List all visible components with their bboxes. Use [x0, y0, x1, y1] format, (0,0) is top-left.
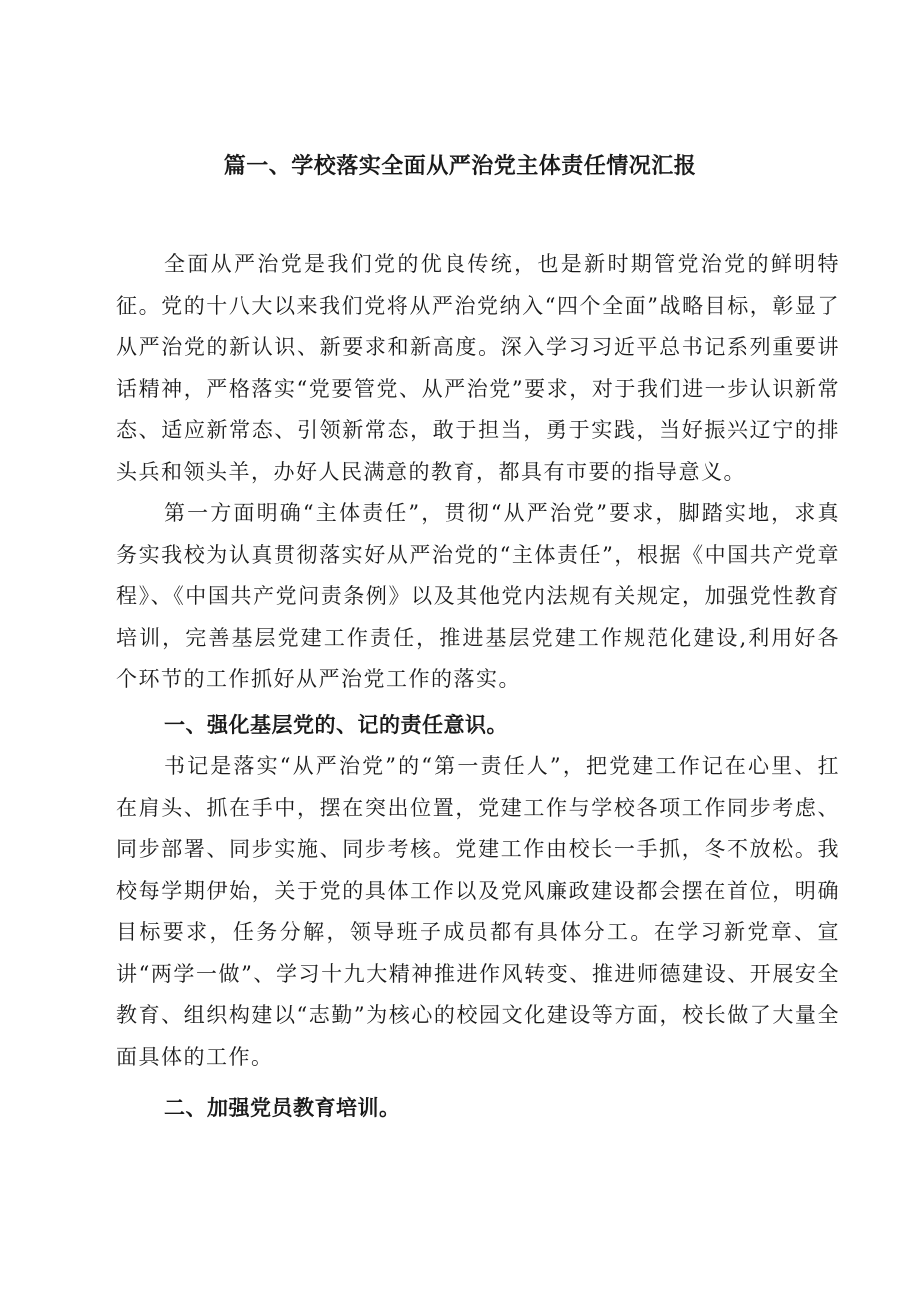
section-1-paragraph: 书记是落实“从严治党”的“第一责任人”，把党建工作记在心里、扛在肩头、抓在手中，摆在突出位置，党建工作与学校各项工作同步考虑、同步部署、同步实施、同步考核。党建工作由校长一手抓，冬不放松。我校每学期伊始，关于党的具体工作以及党风廉政建设都会摆在首位，明确目标要求，任务分解，领导班子成员都有具体分工。在学习新党章、宣讲“两学一做”、学习十九大精神推进作风转变、推进师德建设、开展安全教育、组织构建以“志勤”为核心的校园文化建设等方面，校长做了大量全面具体的工作。 [116, 754, 840, 1069]
section-heading-2: 二、加强党员教育培训。 [164, 1096, 401, 1120]
document-title: 篇一、学校落实全面从严治党主体责任情况汇报 [223, 154, 697, 179]
document-body [116, 244, 840, 1130]
section-heading-1: 一、强化基层党的、记的责任意识。 [164, 712, 508, 737]
intro-paragraph: 全面从严治党是我们党的优良传统，也是新时期管党治党的鲜明特征。党的十八大以来我们党将从严治党纳入“四个全面”战略目标，彰显了从严治党的新认识、新要求和新高度。深入学习习近平总书记系列重要讲话精神，严格落实“党要管党、从严治党”要求，对于我们进一步认识新常态、适应新常态、引领新常态，敢于担当，勇于实践，当好振兴辽宁的排头兵和领头羊，办好人民满意的教育，都具有市要的指导意义。 [116, 252, 840, 484]
responsibility-paragraph: 第一方面明确“主体责任”，贯彻“从严治党”要求，脚踏实地，求真务实我校为认真贯彻落实好从严治党的“主体责任”，根据《中国共产党章程》、《中国共产党问责条例》以及其他党内法规有关规定，加强党性教育培训，完善基层党建工作责任，推进基层党建工作规范化建设,利用好各个环节的工作抓好从严治党工作的落实。 [116, 501, 840, 691]
